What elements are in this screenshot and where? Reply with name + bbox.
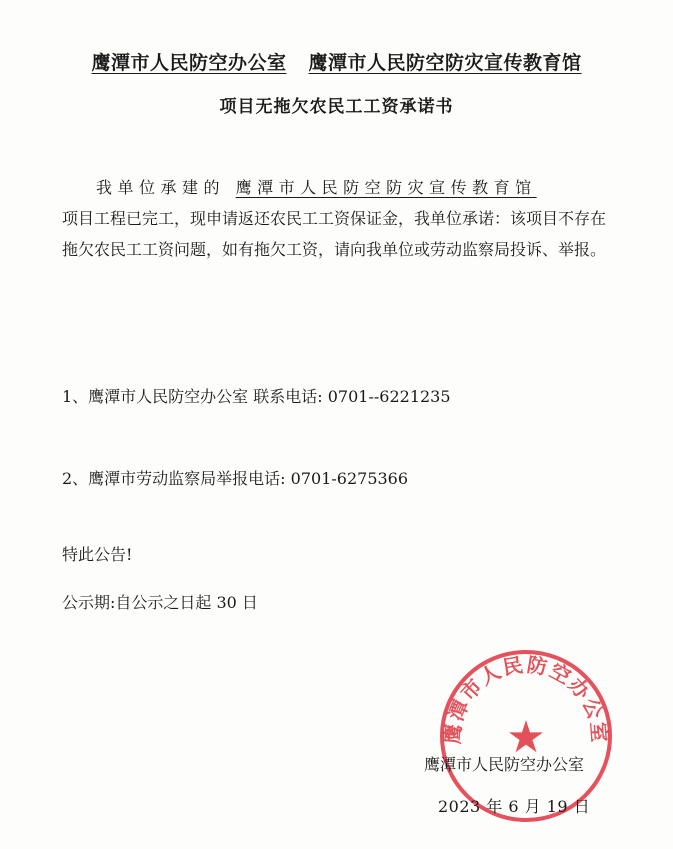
seal-text: 鹰潭市人民防空办公室 bbox=[440, 652, 612, 745]
paragraph-lead: 我单位承建的 bbox=[96, 178, 226, 197]
project-name: 鹰潭市人民防空防灾宣传教育馆 bbox=[235, 178, 537, 197]
notice-text: 特此公告! bbox=[62, 545, 133, 564]
document-title bbox=[0, 48, 673, 75]
publicity-period: 公示期:自公示之日起 30 日 bbox=[62, 593, 258, 612]
paragraph-text: 项目工程已完工，现申请返还农民工工资保证金，我单位承诺：该项目不存在拖欠农民工工资问题，如有拖欠工资，请向我单位或劳动监察局投诉、举报。 bbox=[62, 209, 607, 259]
signature-org: 鹰潭市人民防空办公室 bbox=[424, 755, 585, 774]
title-org-1: 鹰潭市人民防空办公室 bbox=[91, 52, 287, 74]
contact-item-2: 2、鹰潭市劳动监察局举报电话: 0701-6275366 bbox=[62, 469, 409, 488]
document-subtitle: 项目无拖欠农民工工资承诺书 bbox=[219, 97, 454, 117]
signature-date: 2023 年 6 月 19 日 bbox=[438, 797, 591, 816]
commitment-paragraph bbox=[62, 172, 618, 265]
seal-star-icon: ★ bbox=[506, 712, 546, 763]
contact-item-1: 1、鹰潭市人民防空办公室 联系电话: 0701--6221235 bbox=[62, 387, 451, 406]
title-org-2: 鹰潭市人民防空防灾宣传教育馆 bbox=[308, 52, 582, 74]
